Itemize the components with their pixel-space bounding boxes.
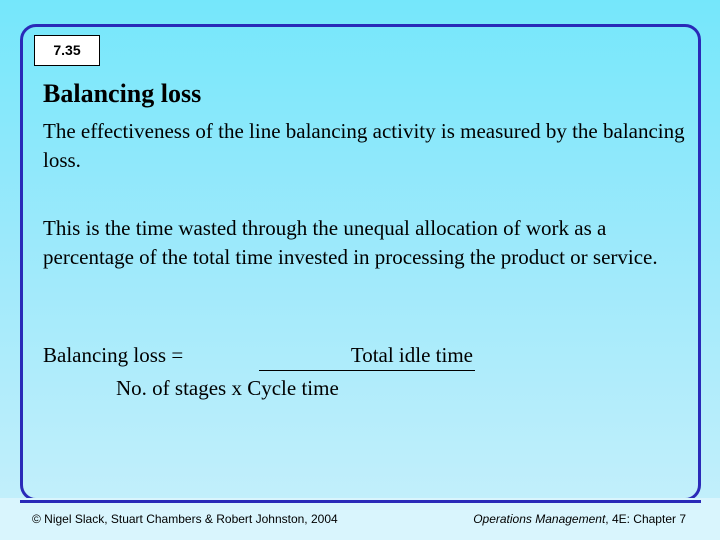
slide-number-badge: 7.35: [34, 35, 100, 66]
formula-denominator: No. of stages x Cycle time: [116, 376, 339, 400]
paragraph-effectiveness: The effectiveness of the line balancing activity is measured by the balancing loss.: [43, 119, 685, 172]
paragraph-definition: This is the time wasted through the unequal allocation of work as a percentage of the total time invested in processing the product or service.: [43, 216, 658, 269]
footer-copyright: © Nigel Slack, Stuart Chambers & Robert Johnston, 2004: [32, 512, 338, 526]
formula-numerator: Total idle time: [259, 341, 475, 371]
slide-title: Balancing loss: [43, 79, 202, 108]
footer-book-edition: , 4E: Chapter 7: [605, 512, 686, 526]
footer-book-title: Operations Management: [473, 512, 606, 526]
formula-label: Balancing loss =: [43, 343, 184, 367]
footer-book-reference: [473, 512, 686, 526]
footer-divider: [20, 500, 701, 503]
